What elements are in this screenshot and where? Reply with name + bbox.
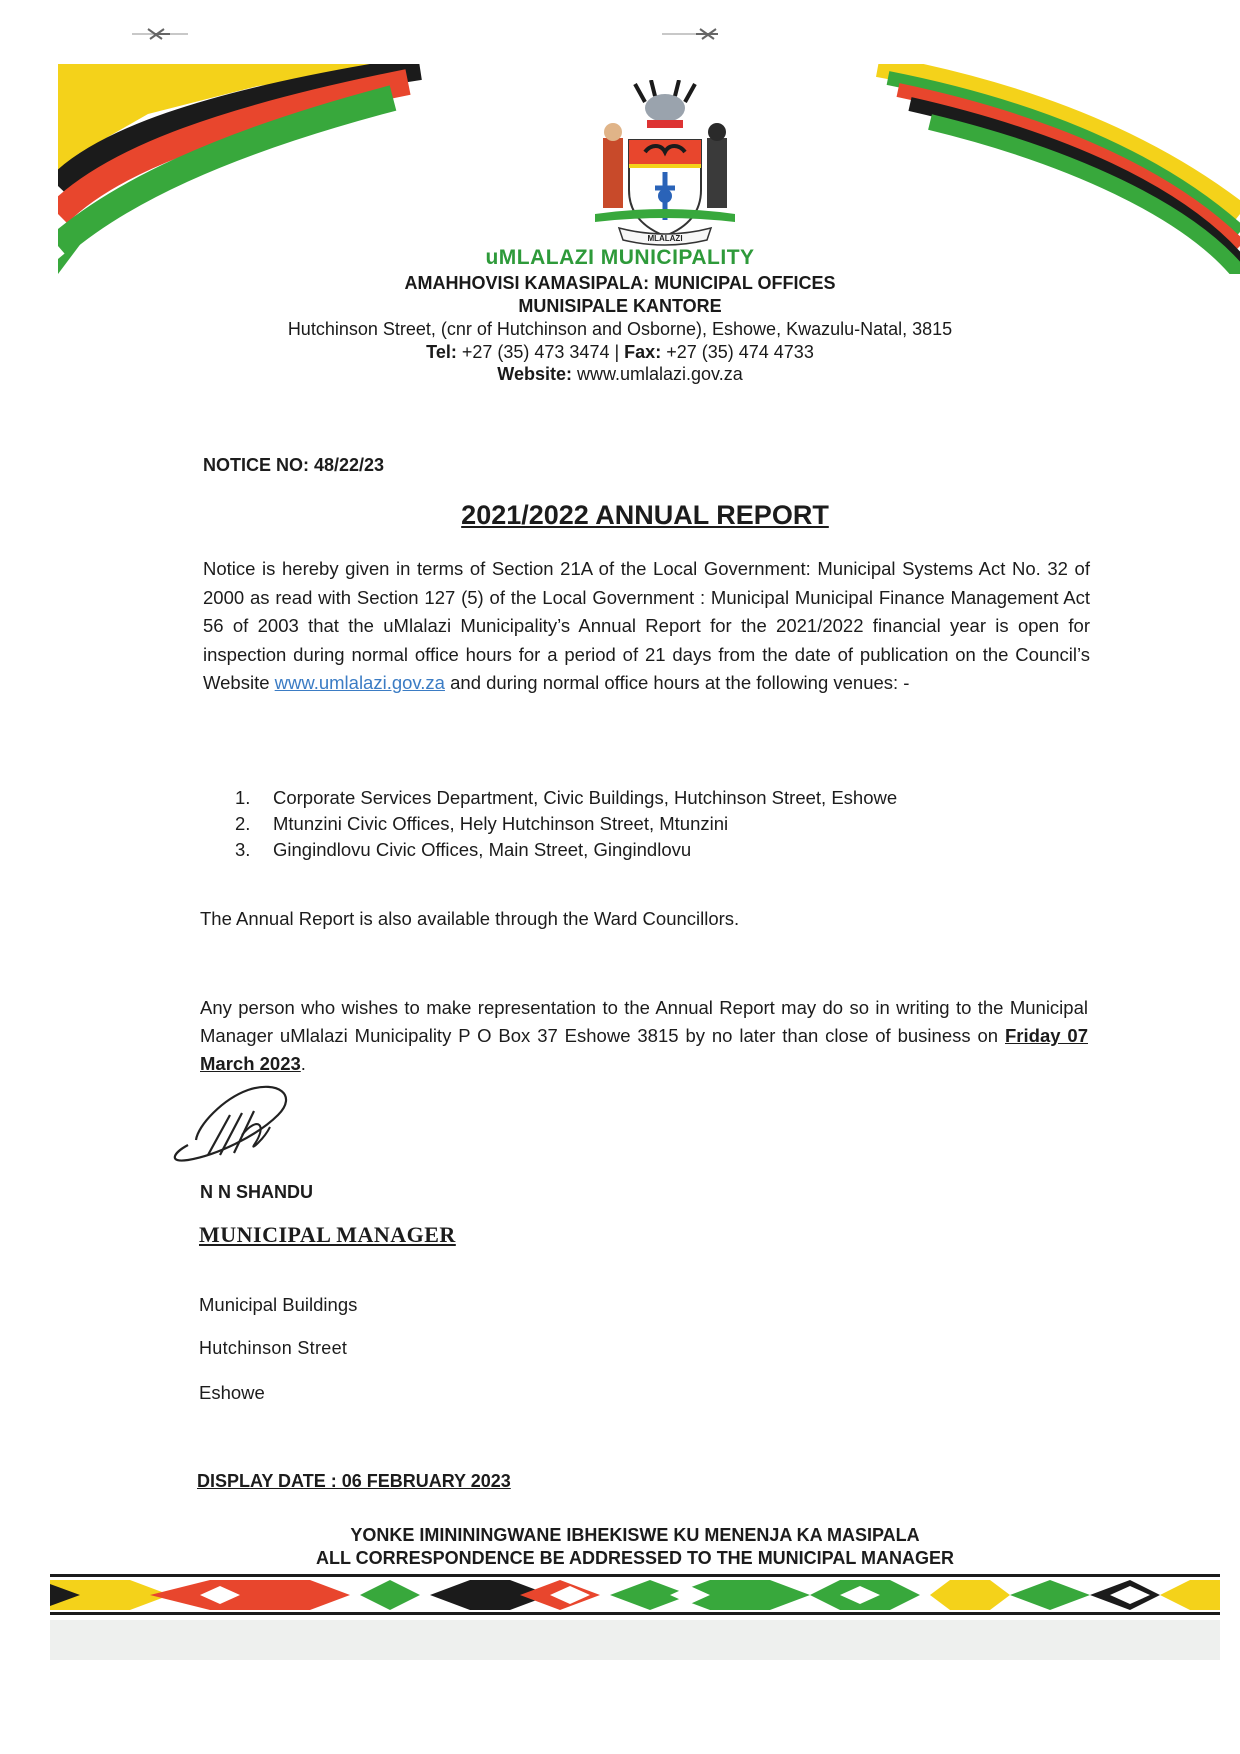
- notice-paragraph-text: Notice is hereby given in terms of Section 21A of the Local Government: Municipal Systems Act No. 32 of 2000 as read with Section 127 (5) of the Local Government : Municipal Municipal Finance Management Act 56 of 2003 that the uMlalazi Municipality’s Annual Report for the 2021/2022 financial year is open for inspection during normal office hours for a period of 21 days from the date of publication on the Council’s Website: [203, 558, 1090, 694]
- venue-number: 2.: [235, 813, 251, 834]
- contact-numbers: Tel: +27 (35) 473 3474 | Fax: +27 (35) 474 4733: [426, 342, 814, 362]
- representation-text: Any person who wishes to make representation to the Annual Report may do so in writing to the Municipal Manager uMlalazi Municipality P O Box 37 Eshowe 3815 by no later than close of business on: [200, 997, 1088, 1046]
- venue-number: 1.: [235, 787, 251, 808]
- list-item: [203, 837, 1103, 863]
- tel-number: +27 (35) 473 3474: [461, 342, 610, 362]
- tel-label: Tel:: [426, 342, 457, 362]
- deadline-date: Friday 07 March 2023: [200, 1025, 1088, 1074]
- website-label: Website:: [497, 364, 572, 384]
- left-corner-stripes: [58, 64, 428, 274]
- notice-paragraph: [203, 555, 1090, 698]
- list-item: [203, 785, 1103, 811]
- handwritten-signature: [168, 1075, 308, 1170]
- municipal-crest: [585, 80, 745, 250]
- crest-motto: MLALAZI: [647, 234, 683, 243]
- signatory-title: MUNICIPAL MANAGER: [199, 1222, 456, 1247]
- address-line-3: Eshowe: [199, 1382, 265, 1403]
- website-link[interactable]: www.umlalazi.gov.za: [274, 672, 445, 694]
- venue-text: Corporate Services Department, Civic Buildings, Hutchinson Street, Eshowe: [273, 787, 898, 808]
- councillors-note: The Annual Report is also available through the Ward Councillors.: [200, 908, 740, 929]
- municipal-offices-afrikaans: MUNISIPALE KANTORE: [518, 296, 722, 316]
- venue-list: [203, 785, 1103, 863]
- municipal-offices-title: AMAHHOVISI KAMASIPALA: MUNICIPAL OFFICES: [404, 273, 836, 293]
- decorative-border: [50, 1574, 1220, 1664]
- scan-speck-right: [660, 24, 720, 44]
- representation-paragraph: [200, 994, 1088, 1078]
- address-line-2: Hutchinson Street: [199, 1338, 348, 1358]
- signatory-name: N N SHANDU: [200, 1182, 314, 1202]
- venue-number: 3.: [235, 839, 251, 860]
- fax-number: +27 (35) 474 4733: [666, 342, 814, 362]
- right-corner-stripes: [870, 64, 1240, 274]
- footer-line-zulu: YONKE IMINININGWANE IBHEKISWE KU MENENJA KA MASIPALA: [350, 1525, 920, 1545]
- notice-number: NOTICE NO: 48/22/23: [203, 455, 385, 475]
- display-date: DISPLAY DATE : 06 FEBRUARY 2023: [197, 1471, 511, 1491]
- website-line: [0, 364, 1240, 385]
- list-item: [203, 811, 1103, 837]
- report-title: 2021/2022 ANNUAL REPORT: [461, 500, 829, 530]
- municipality-name: uMLALAZI MUNICIPALITY: [485, 246, 755, 269]
- venue-text: Gingindlovu Civic Offices, Main Street, Gingindlovu: [273, 839, 692, 860]
- notice-paragraph-continued: and during normal office hours at the following venues: -: [450, 672, 910, 694]
- address-line-1: Municipal Buildings: [199, 1294, 358, 1315]
- street-address: Hutchinson Street, (cnr of Hutchinson and Osborne), Eshowe, Kwazulu-Natal, 3815: [287, 319, 953, 339]
- deadline-suffix: .: [300, 1053, 306, 1074]
- footer-line-english: ALL CORRESPONDENCE BE ADDRESSED TO THE MUNICIPAL MANAGER: [315, 1548, 955, 1568]
- scan-speck-left: [130, 24, 190, 44]
- venue-text: Mtunzini Civic Offices, Hely Hutchinson Street, Mtunzini: [273, 813, 729, 834]
- fax-label: Fax:: [624, 342, 662, 362]
- website-url: www.umlalazi.gov.za: [576, 364, 743, 384]
